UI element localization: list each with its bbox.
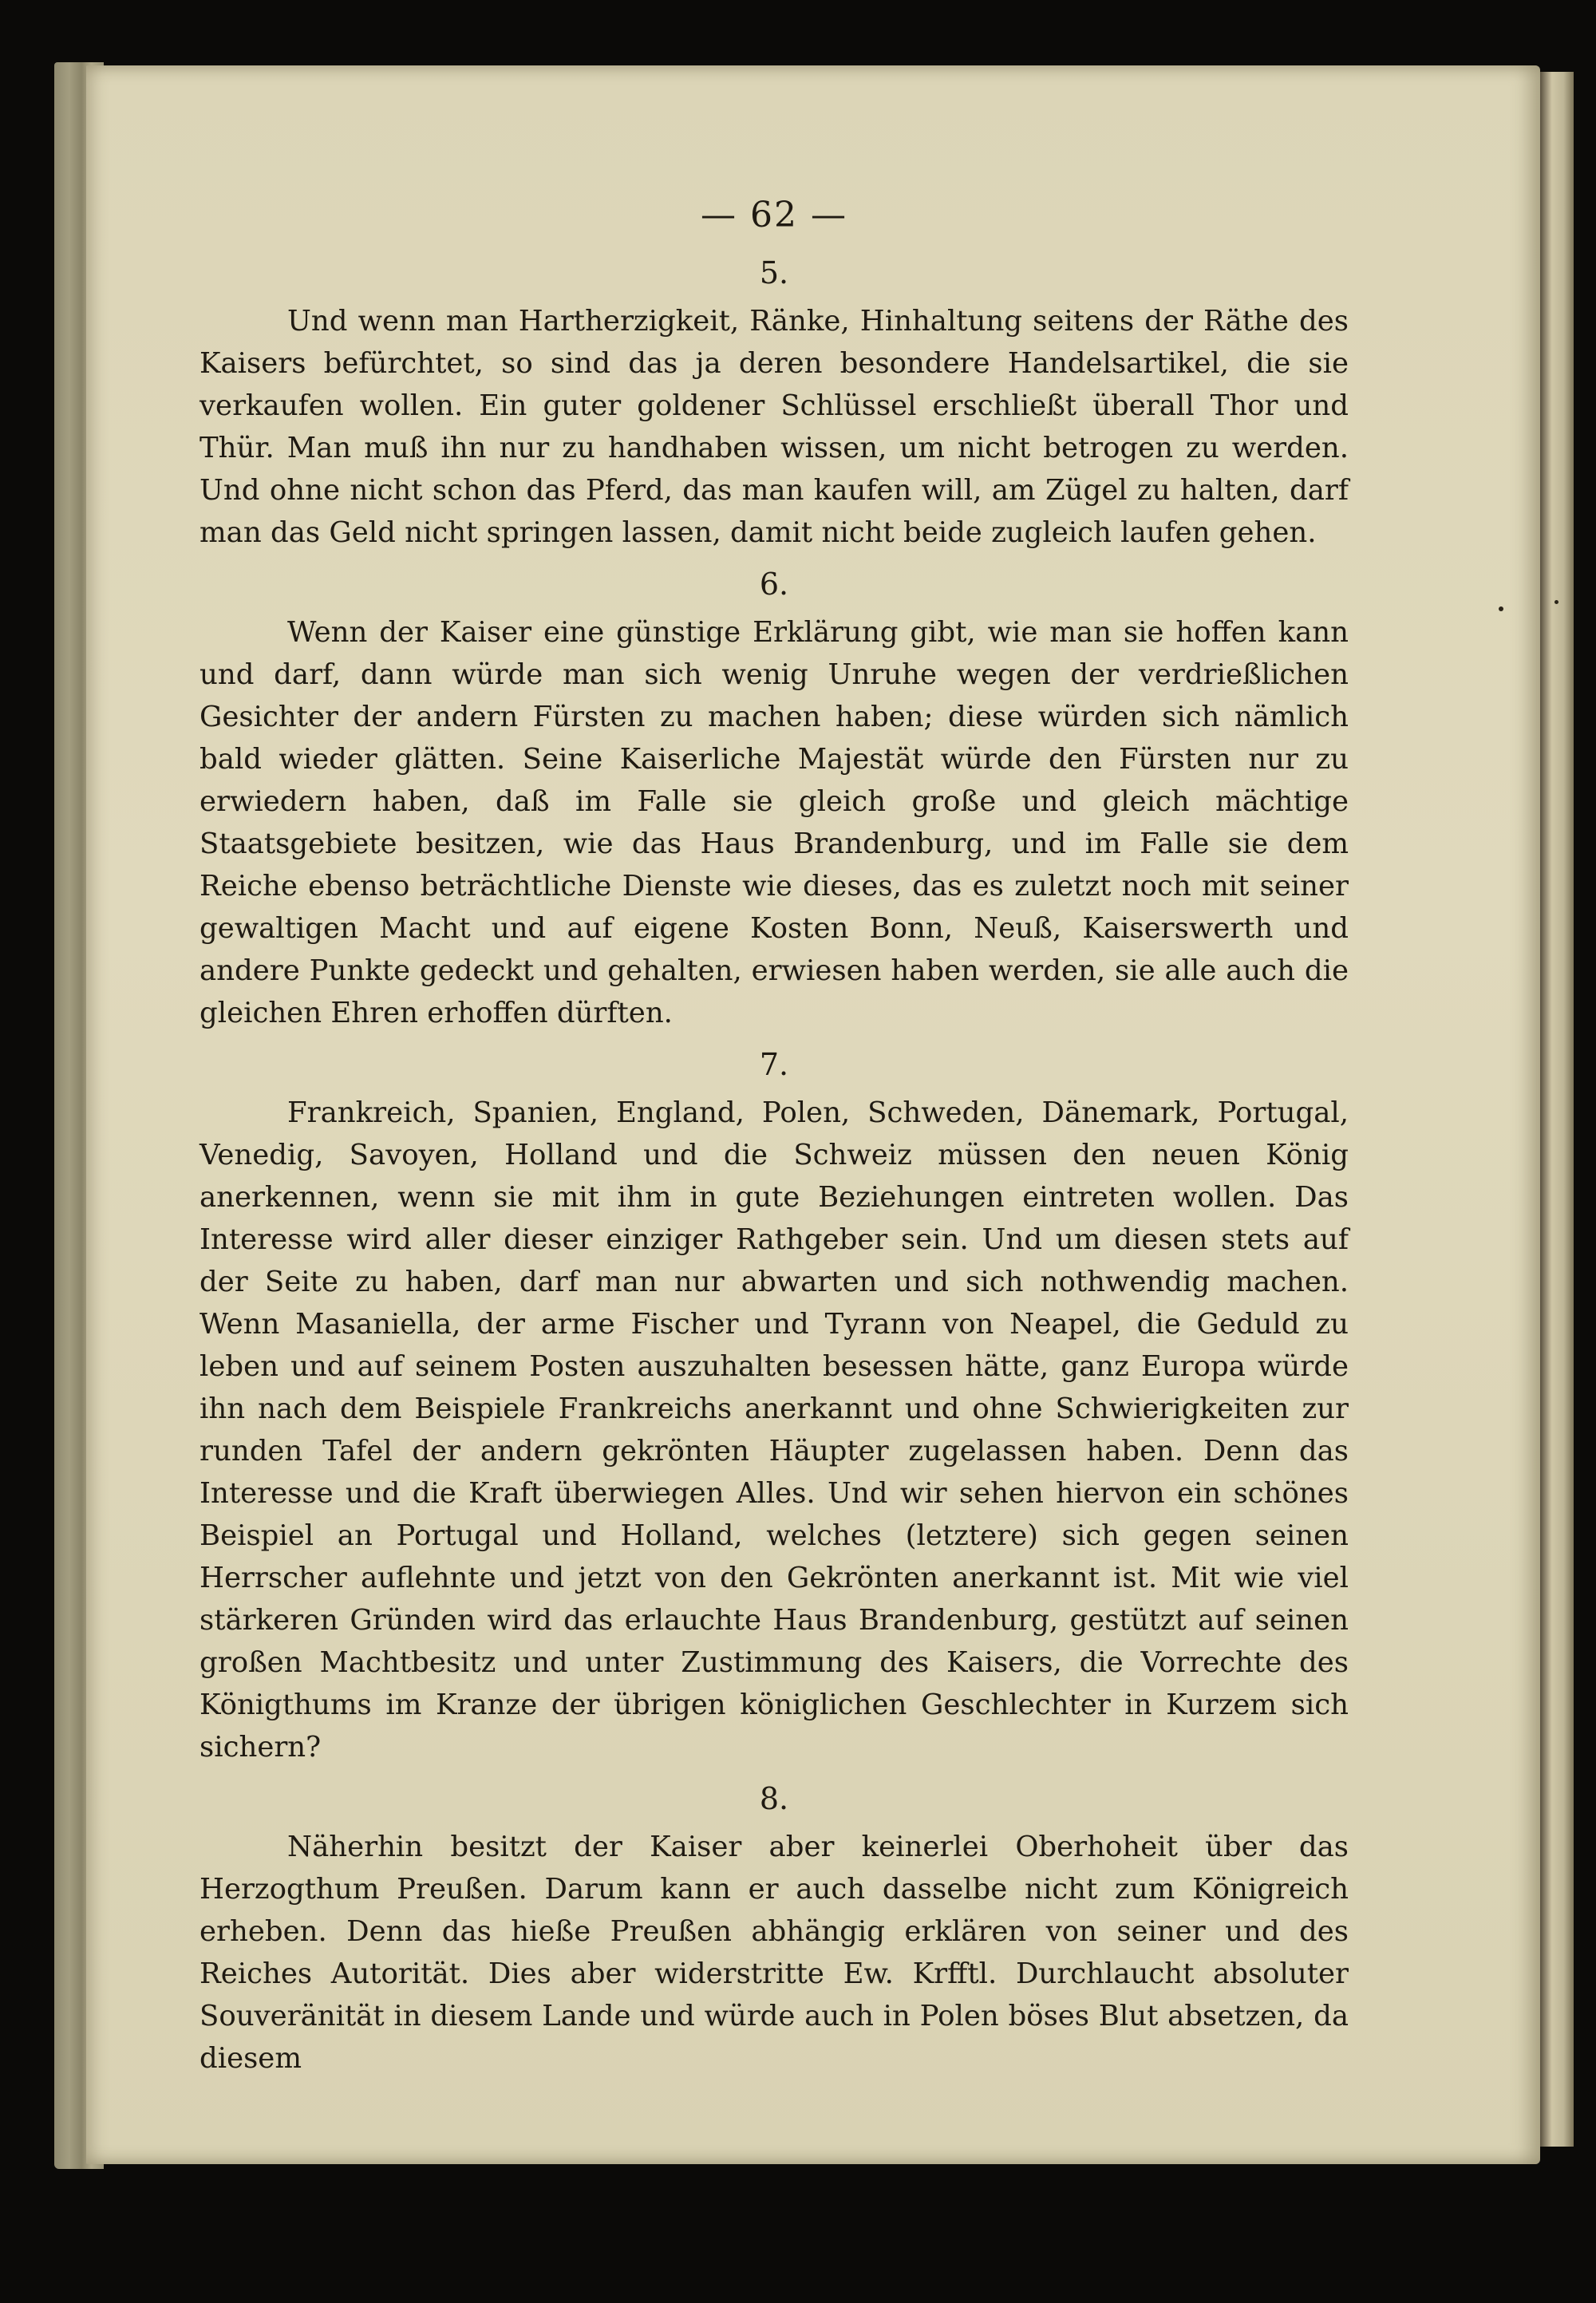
paragraph: Frankreich, Spanien, England, Polen, Schweden, Dänemark, Portugal, Venedig, Savoyen, Holland und die Schweiz müssen den neuen König anerkennen, wenn sie mit ihm in gute Beziehungen eintreten wollen. Das Interesse wird aller dieser einziger Rathgeber sein. Und um diesen stets auf der Seite zu haben, darf man nur abwarten und sich nothwendig machen. Wenn Masaniella, der arme Fischer und Tyrann von Neapel, die Geduld zu leben und auf seinem Posten auszuhalten besessen hätte, ganz Europa würde ihn nach dem Beispiele Frankreichs anerkannt und ohne Schwierigkeiten zur runden Tafel der andern gekrönten Häupter zugelassen haben. Denn das Interesse und die Kraft überwiegen Alles. Und wir sehen hiervon ein schönes Beispiel an Portugal und Holland, welches (letztere) sich gegen seinen Herrscher auflehnte und jetzt von den Gekrönten anerkannt ist. Mit wie viel stärkeren Gründen wird das erlauchte Haus Brandenburg, gestützt auf seinen großen Machtbesitz und unter Zustimmung des Kaisers, die Vorrechte des Königthums im Kranze der übrigen königlichen Geschlechter in Kurzem sich sichern? [200, 1096, 1349, 1764]
margin-speck [1499, 606, 1503, 611]
section-number: 7. [759, 1047, 789, 1082]
facing-page-edge [1540, 72, 1574, 2147]
margin-speck [1555, 600, 1558, 604]
paragraph: Näherhin besitzt der Kaiser aber keinerlei Oberhoheit über das Herzogthum Preußen. Darum kann er auch dasselbe nicht zum Königreich erheben. Denn das hieße Preußen abhängig erklären von seiner und des Reiches Autorität. Dies aber widerstritte Ew. Krfftl. Durchlaucht absoluter Souveränität in diesem Lande und würde auch in Polen böses Blut absetzen, da diesem [200, 1831, 1349, 2075]
section-number: 6. [759, 567, 789, 602]
page-text [200, 192, 1349, 2088]
section-number: 8. [759, 1781, 789, 1816]
paragraph: Und wenn man Hartherzigkeit, Ränke, Hinhaltung seitens der Räthe des Kaisers befürchtet, so sind das ja deren besondere Handelsartikel, die sie verkaufen wollen. Ein guter goldener Schlüssel erschließt überall Thor und Thür. Man muß ihn nur zu handhaben wissen, um nicht betrogen zu werden. Und ohne nicht schon das Pferd, das man kaufen will, am Zügel zu halten, darf man das Geld nicht springen lassen, damit nicht beide zugleich laufen gehen. [200, 305, 1349, 549]
section-number: 5. [759, 255, 789, 290]
page-number: — 62 — [701, 195, 847, 235]
paragraph: Wenn der Kaiser eine günstige Erklärung gibt, wie man sie hoffen kann und darf, dann würde man sich wenig Unruhe wegen der verdrießlichen Gesichter der andern Fürsten zu machen haben; diese würden sich nämlich bald wieder glätten. Seine Kaiserliche Majestät würde den Fürsten nur zu erwiedern haben, daß im Falle sie gleich große und gleich mächtige Staatsgebiete besitzen, wie das Haus Brandenburg, und im Falle sie dem Reiche ebenso beträchtliche Dienste wie dieses, das es zuletzt noch mit seiner gewaltigen Macht und auf eigene Kosten Bonn, Neuß, Kaiserswerth und andere Punkte gedeckt und gehalten, erwiesen haben werden, sie alle auch die gleichen Ehren erhoffen dürften. [200, 616, 1349, 1029]
